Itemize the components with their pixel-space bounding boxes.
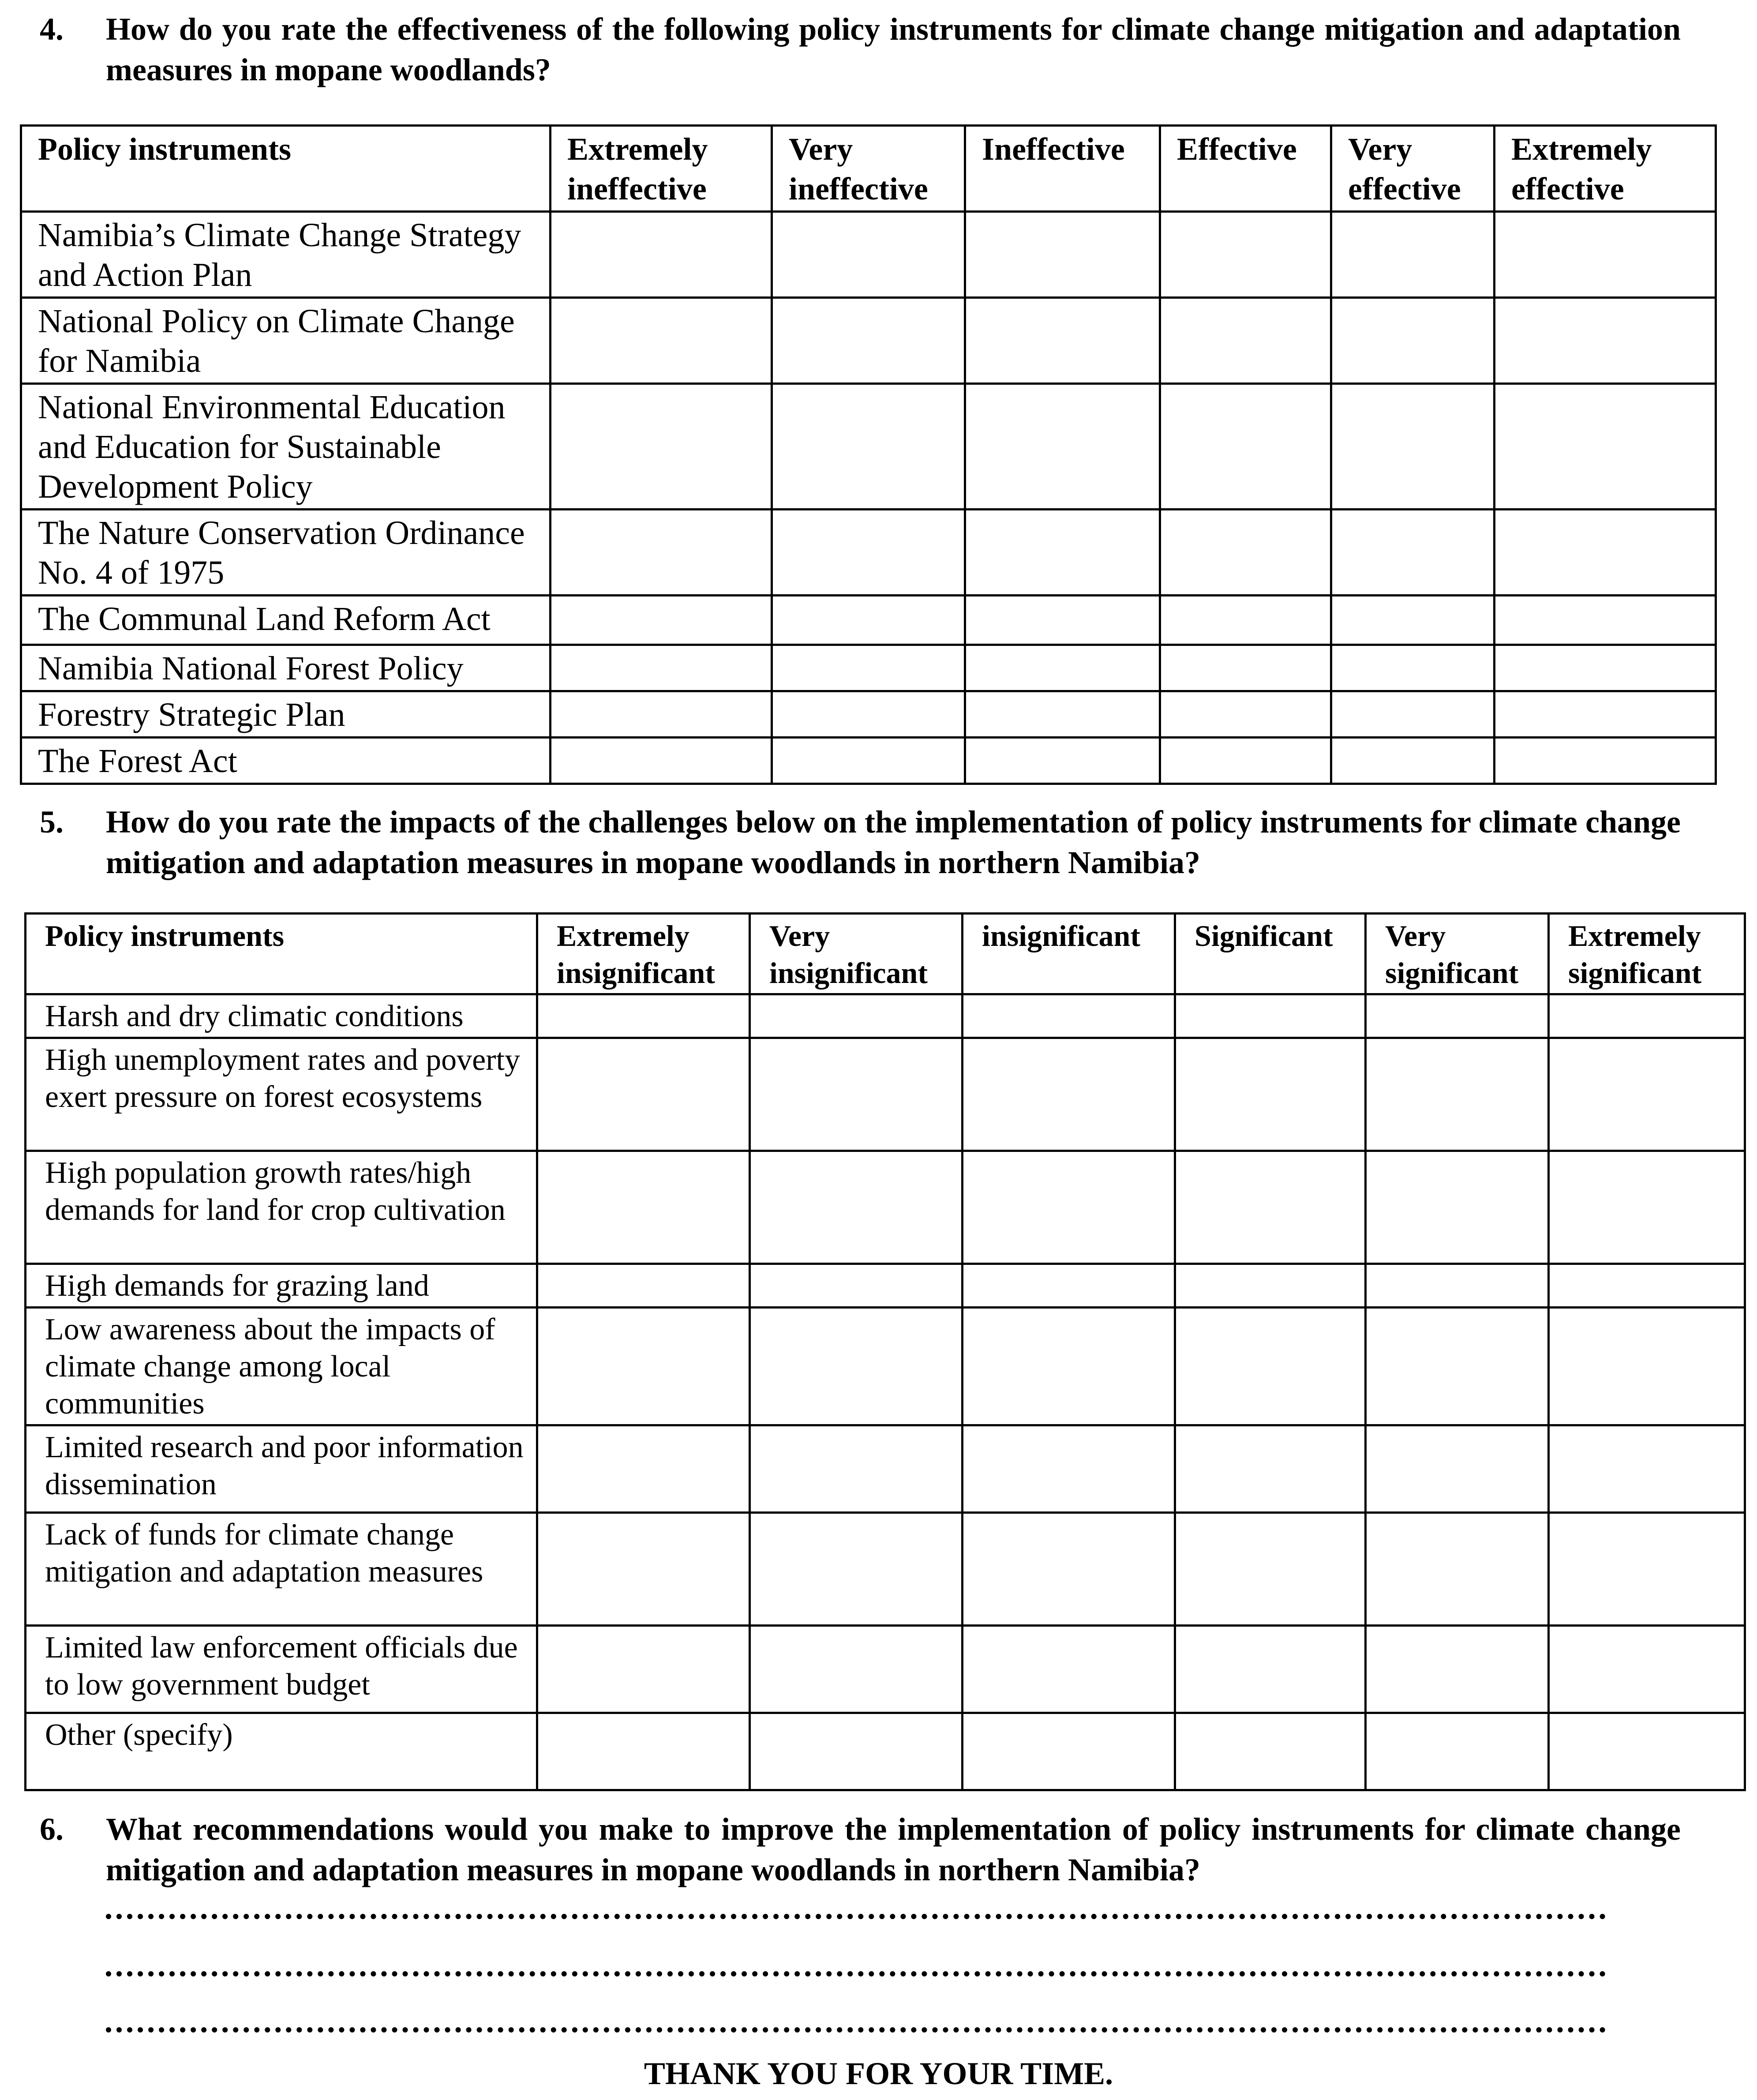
rating-cell[interactable] xyxy=(537,1038,750,1151)
rating-cell[interactable] xyxy=(965,212,1160,298)
question-4-text: How do you rate the effectiveness of the following policy instruments for climate change mitigation and adaptation measures in mopane woodlands? xyxy=(106,11,1681,87)
rating-cell[interactable] xyxy=(1175,994,1366,1038)
rating-cell[interactable] xyxy=(772,384,965,510)
rating-cell[interactable] xyxy=(551,691,772,738)
rating-cell[interactable] xyxy=(1549,1264,1745,1308)
rating-cell[interactable] xyxy=(965,691,1160,738)
rating-cell[interactable] xyxy=(772,645,965,691)
rating-cell[interactable] xyxy=(551,212,772,298)
answer-line[interactable] xyxy=(106,1905,1606,1919)
rating-cell[interactable] xyxy=(1331,691,1495,738)
rating-cell[interactable] xyxy=(1175,1038,1366,1151)
rating-cell[interactable] xyxy=(1175,1626,1366,1713)
rating-cell[interactable] xyxy=(750,1513,963,1626)
row-label: Namibia National Forest Policy xyxy=(21,645,551,691)
rating-cell[interactable] xyxy=(551,510,772,596)
rating-cell[interactable] xyxy=(772,738,965,784)
column-header: Significant xyxy=(1175,914,1366,994)
rating-cell[interactable] xyxy=(965,738,1160,784)
rating-cell[interactable] xyxy=(1549,1425,1745,1513)
rating-cell[interactable] xyxy=(963,1038,1175,1151)
question-4 xyxy=(40,9,1681,90)
table-row xyxy=(26,1151,1745,1264)
row-label: Limited research and poor information dissemination xyxy=(26,1425,537,1513)
rating-cell[interactable] xyxy=(750,1626,963,1713)
rating-cell[interactable] xyxy=(1366,1713,1549,1790)
rating-cell[interactable] xyxy=(1331,738,1495,784)
column-header: Policy instruments xyxy=(26,914,537,994)
rating-cell[interactable] xyxy=(1495,691,1716,738)
rating-cell[interactable] xyxy=(1495,510,1716,596)
rating-cell[interactable] xyxy=(1175,1713,1366,1790)
rating-cell[interactable] xyxy=(1549,1626,1745,1713)
answer-line[interactable] xyxy=(106,2018,1606,2032)
rating-cell[interactable] xyxy=(1366,994,1549,1038)
table-row xyxy=(21,298,1716,384)
table-row xyxy=(21,691,1716,738)
table-row xyxy=(26,1308,1745,1425)
rating-cell[interactable] xyxy=(1175,1151,1366,1264)
rating-cell[interactable] xyxy=(1495,298,1716,384)
rating-cell[interactable] xyxy=(551,384,772,510)
column-header: Extremely significant xyxy=(1549,914,1745,994)
rating-cell[interactable] xyxy=(1331,596,1495,645)
column-header: Ineffective xyxy=(965,126,1160,212)
table-row xyxy=(26,1425,1745,1513)
rating-cell[interactable] xyxy=(1495,738,1716,784)
table-row xyxy=(21,738,1716,784)
rating-cell[interactable] xyxy=(750,994,963,1038)
table-row xyxy=(21,510,1716,596)
rating-cell[interactable] xyxy=(1366,1264,1549,1308)
column-header: Very insignificant xyxy=(750,914,963,994)
table-header-row xyxy=(21,126,1716,212)
rating-cell[interactable] xyxy=(965,596,1160,645)
row-label: High unemployment rates and poverty exert pressure on forest ecosystems xyxy=(26,1038,537,1151)
rating-cell[interactable] xyxy=(963,1308,1175,1425)
column-header: Very ineffective xyxy=(772,126,965,212)
rating-cell[interactable] xyxy=(551,738,772,784)
rating-cell[interactable] xyxy=(1160,384,1331,510)
table-row xyxy=(26,1713,1745,1790)
row-label: The Nature Conservation Ordinance No. 4 of 1975 xyxy=(21,510,551,596)
row-label: High demands for grazing land xyxy=(26,1264,537,1308)
challenges-impact-table xyxy=(24,912,1746,1791)
table-row xyxy=(21,596,1716,645)
rating-cell[interactable] xyxy=(1160,645,1331,691)
column-header: Policy instruments xyxy=(21,126,551,212)
table-row xyxy=(26,1626,1745,1713)
rating-cell[interactable] xyxy=(963,1264,1175,1308)
rating-cell[interactable] xyxy=(1175,1425,1366,1513)
rating-cell[interactable] xyxy=(1160,691,1331,738)
rating-cell[interactable] xyxy=(1160,738,1331,784)
column-header: Effective xyxy=(1160,126,1331,212)
rating-cell[interactable] xyxy=(1495,596,1716,645)
rating-cell[interactable] xyxy=(1549,1513,1745,1626)
rating-cell[interactable] xyxy=(1331,298,1495,384)
rating-cell[interactable] xyxy=(965,645,1160,691)
column-header: Very effective xyxy=(1331,126,1495,212)
rating-cell[interactable] xyxy=(750,1264,963,1308)
rating-cell[interactable] xyxy=(551,645,772,691)
rating-cell[interactable] xyxy=(1366,1626,1549,1713)
row-label: The Communal Land Reform Act xyxy=(21,596,551,645)
row-label: High population growth rates/high demands for land for crop cultivation xyxy=(26,1151,537,1264)
rating-cell[interactable] xyxy=(537,1513,750,1626)
rating-cell[interactable] xyxy=(1160,510,1331,596)
rating-cell[interactable] xyxy=(1331,384,1495,510)
rating-cell[interactable] xyxy=(537,1713,750,1790)
rating-cell[interactable] xyxy=(772,691,965,738)
table-row xyxy=(21,212,1716,298)
column-header: Very significant xyxy=(1366,914,1549,994)
rating-cell[interactable] xyxy=(963,1151,1175,1264)
rating-cell[interactable] xyxy=(537,1151,750,1264)
rating-cell[interactable] xyxy=(537,994,750,1038)
rating-cell[interactable] xyxy=(750,1038,963,1151)
rating-cell[interactable] xyxy=(1160,212,1331,298)
row-label: Low awareness about the impacts of climate change among local communities xyxy=(26,1308,537,1425)
rating-cell[interactable] xyxy=(1366,1308,1549,1425)
table-row xyxy=(26,994,1745,1038)
question-5-number: 5. xyxy=(40,804,64,840)
rating-cell[interactable] xyxy=(1366,1425,1549,1513)
rating-cell[interactable] xyxy=(1495,645,1716,691)
table-row xyxy=(21,645,1716,691)
rating-cell[interactable] xyxy=(1160,298,1331,384)
rating-cell[interactable] xyxy=(772,212,965,298)
table-row xyxy=(26,1513,1745,1626)
rating-cell[interactable] xyxy=(963,994,1175,1038)
row-label: Other (specify) xyxy=(26,1713,537,1790)
rating-cell[interactable] xyxy=(537,1425,750,1513)
rating-cell[interactable] xyxy=(772,596,965,645)
question-6 xyxy=(40,1809,1681,1890)
question-4-number: 4. xyxy=(40,11,64,47)
question-5-text: How do you rate the impacts of the challenges below on the implementation of policy instruments for climate change mitigation and adaptation measures in mopane woodlands in northern Namibia? xyxy=(106,804,1681,880)
rating-cell[interactable] xyxy=(1366,1038,1549,1151)
policy-effectiveness-table xyxy=(20,124,1717,785)
rating-cell[interactable] xyxy=(772,510,965,596)
rating-cell[interactable] xyxy=(1549,1308,1745,1425)
rating-cell[interactable] xyxy=(750,1425,963,1513)
rating-cell[interactable] xyxy=(965,384,1160,510)
column-header: insignificant xyxy=(963,914,1175,994)
rating-cell[interactable] xyxy=(963,1713,1175,1790)
rating-cell[interactable] xyxy=(965,510,1160,596)
rating-cell[interactable] xyxy=(551,298,772,384)
rating-cell[interactable] xyxy=(1549,1038,1745,1151)
column-header: Extremely effective xyxy=(1495,126,1716,212)
question-5 xyxy=(40,802,1681,883)
rating-cell[interactable] xyxy=(1495,384,1716,510)
rating-cell[interactable] xyxy=(772,298,965,384)
column-header: Extremely insignificant xyxy=(537,914,750,994)
rating-cell[interactable] xyxy=(1175,1264,1366,1308)
rating-cell[interactable] xyxy=(1331,645,1495,691)
column-header: Extremely ineffective xyxy=(551,126,772,212)
rating-cell[interactable] xyxy=(1366,1513,1549,1626)
rating-cell[interactable] xyxy=(537,1626,750,1713)
answer-line[interactable] xyxy=(106,1962,1606,1976)
table-header-row xyxy=(26,914,1745,994)
rating-cell[interactable] xyxy=(551,596,772,645)
rating-cell[interactable] xyxy=(1175,1308,1366,1425)
rating-cell[interactable] xyxy=(537,1264,750,1308)
table-row xyxy=(21,384,1716,510)
rating-cell[interactable] xyxy=(1175,1513,1366,1626)
thank-you-message: THANK YOU FOR YOUR TIME. xyxy=(644,2056,1113,2091)
rating-cell[interactable] xyxy=(1495,212,1716,298)
rating-cell[interactable] xyxy=(1549,1713,1745,1790)
row-label: The Forest Act xyxy=(21,738,551,784)
rating-cell[interactable] xyxy=(963,1626,1175,1713)
rating-cell[interactable] xyxy=(1549,994,1745,1038)
question-6-number: 6. xyxy=(40,1811,64,1847)
rating-cell[interactable] xyxy=(750,1151,963,1264)
rating-cell[interactable] xyxy=(750,1308,963,1425)
rating-cell[interactable] xyxy=(1160,596,1331,645)
rating-cell[interactable] xyxy=(1549,1151,1745,1264)
rating-cell[interactable] xyxy=(963,1425,1175,1513)
rating-cell[interactable] xyxy=(1366,1151,1549,1264)
row-label: Namibia’s Climate Change Strategy and Action Plan xyxy=(21,212,551,298)
rating-cell[interactable] xyxy=(750,1713,963,1790)
question-6-text: What recommendations would you make to improve the implementation of policy instruments for climate change mitigation and adaptation measures in mopane woodlands in northern Namibia? xyxy=(106,1811,1681,1887)
row-label: Forestry Strategic Plan xyxy=(21,691,551,738)
row-label: Harsh and dry climatic conditions xyxy=(26,994,537,1038)
row-label: National Environmental Education and Education for Sustainable Development Policy xyxy=(21,384,551,510)
table-row xyxy=(26,1264,1745,1308)
table-row xyxy=(26,1038,1745,1151)
rating-cell[interactable] xyxy=(1331,510,1495,596)
rating-cell[interactable] xyxy=(965,298,1160,384)
row-label: Limited law enforcement officials due to low government budget xyxy=(26,1626,537,1713)
row-label: Lack of funds for climate change mitigation and adaptation measures xyxy=(26,1513,537,1626)
row-label: National Policy on Climate Change for Namibia xyxy=(21,298,551,384)
rating-cell[interactable] xyxy=(1331,212,1495,298)
rating-cell[interactable] xyxy=(963,1513,1175,1626)
rating-cell[interactable] xyxy=(537,1308,750,1425)
